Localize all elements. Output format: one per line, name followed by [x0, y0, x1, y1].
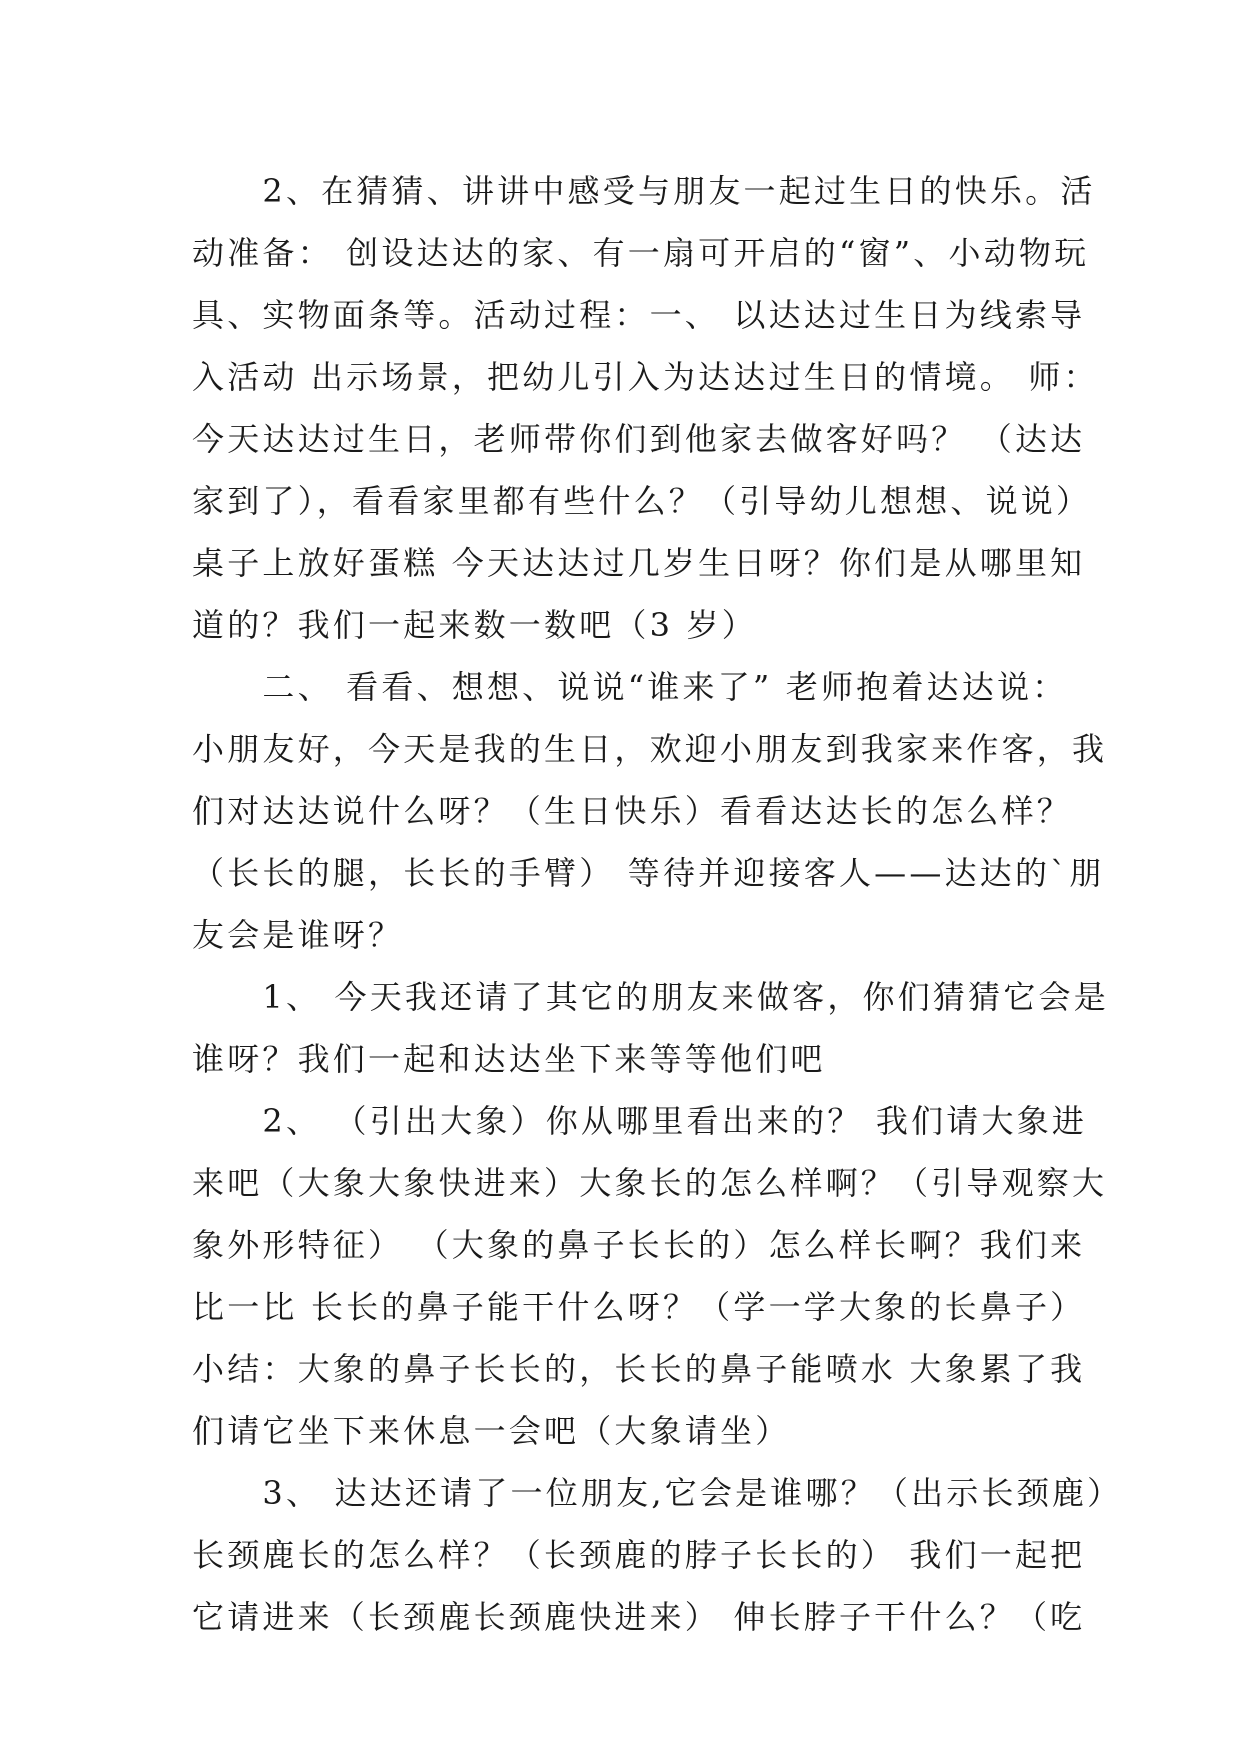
text-line: 小结：大象的鼻子长长的，长长的鼻子能喷水 大象累了我	[192, 1350, 1086, 1388]
text-line: 今天达达过生日，老师带你们到他家去做客好吗？ （达达	[192, 420, 1086, 458]
text-line: 谁呀？我们一起和达达坐下来等等他们吧	[192, 1040, 826, 1078]
text-line: 象外形特征） （大象的鼻子长长的）怎么样长啊？我们来	[192, 1226, 1086, 1264]
text-line: 长颈鹿长的怎么样？（长颈鹿的脖子长长的） 我们一起把	[192, 1536, 1086, 1574]
text-line: 2、在猜猜、讲讲中感受与朋友一起过生日的快乐。活	[192, 172, 1096, 210]
text-line: 它请进来（长颈鹿长颈鹿快进来） 伸长脖子干什么？（吃	[192, 1598, 1086, 1636]
text-line: 家到了），看看家里都有些什么？（引导幼儿想想、说说）	[192, 482, 1092, 520]
text-line: （长长的腿，长长的手臂） 等待并迎接客人——达达的`朋	[192, 854, 1105, 892]
text-line: 具、实物面条等。活动过程：一、 以达达过生日为线索导	[192, 296, 1086, 334]
text-line: 入活动 出示场景，把幼儿引入为达达过生日的情境。 师：	[192, 358, 1099, 396]
text-line: 们对达达说什么呀？（生日快乐）看看达达长的怎么样？	[192, 792, 1073, 830]
text-line: 道的？我们一起来数一数吧（3 岁）	[192, 606, 757, 644]
text-line: 二、 看看、想想、说说“谁来了” 老师抱着达达说：	[192, 668, 1068, 706]
text-line: 2、 （引出大象）你从哪里看出来的？ 我们请大象进	[192, 1102, 1088, 1140]
text-line: 3、 达达还请了一位朋友,它会是谁哪？（出示长颈鹿）	[192, 1474, 1123, 1512]
text-line: 来吧（大象大象快进来）大象长的怎么样啊？（引导观察大	[192, 1164, 1108, 1202]
text-line: 桌子上放好蛋糕 今天达达过几岁生日呀？你们是从哪里知	[192, 544, 1086, 582]
text-line: 们请它坐下来休息一会吧（大象请坐）	[192, 1412, 791, 1450]
text-line: 1、 今天我还请了其它的朋友来做客，你们猜猜它会是	[192, 978, 1109, 1016]
text-line: 动准备： 创设达达的家、有一扇可开启的“窗”、小动物玩	[192, 234, 1090, 272]
document-body	[192, 160, 1123, 1648]
text-line: 友会是谁呀？	[192, 916, 404, 954]
text-line: 比一比 长长的鼻子能干什么呀？（学一学大象的长鼻子）	[192, 1288, 1086, 1326]
text-line: 小朋友好，今天是我的生日，欢迎小朋友到我家来作客，我	[192, 730, 1108, 768]
